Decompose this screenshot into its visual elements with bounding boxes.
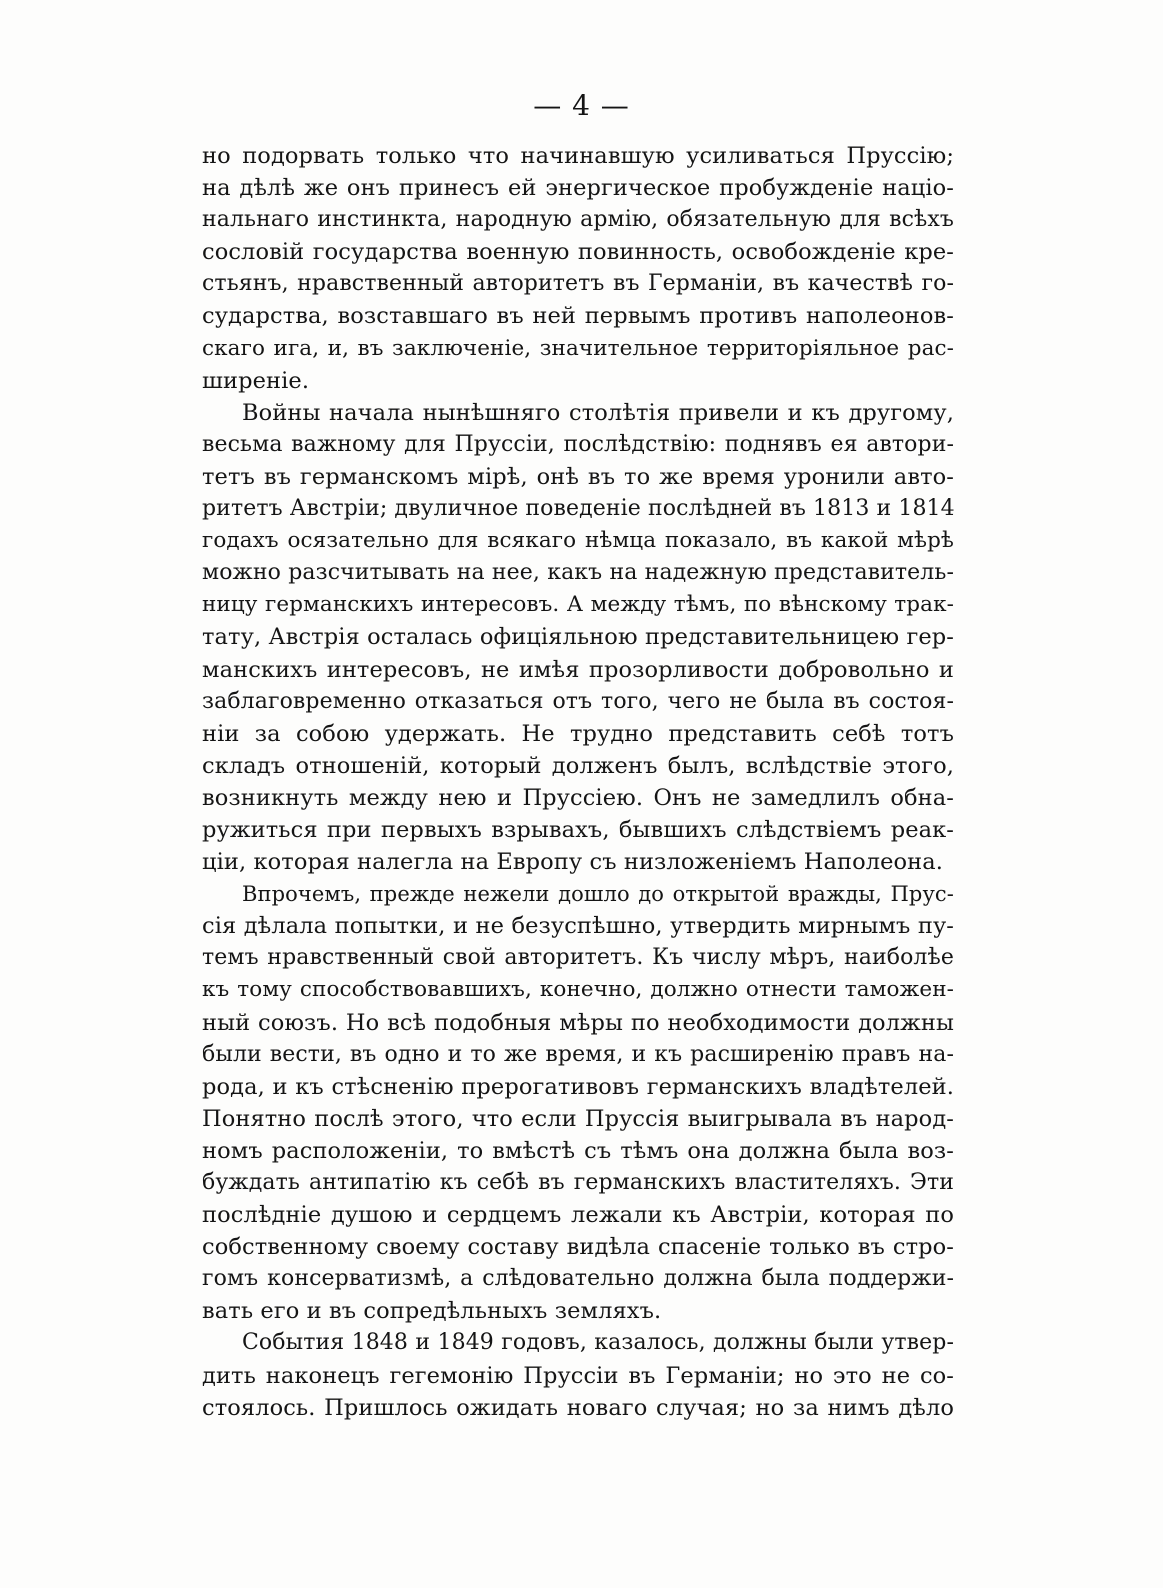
text-line: собственному своему составу видѣла спасеніе только въ стро- <box>202 1234 954 1261</box>
text-line: заблаговременно отказаться отъ того, чего не была въ состоя- <box>202 688 954 714</box>
text-line: весьма важному для Пруссіи, послѣдствію: поднявъ ея автори- <box>202 431 954 457</box>
text-line: были вести, въ одно и то же время, и къ расширенію правъ на- <box>202 1041 954 1067</box>
text-line: буждать антипатію къ себѣ въ германскихъ властителяхъ. Эти <box>202 1170 954 1195</box>
paragraph-first-line: Впрочемъ, прежде нежели дошло до открытой вражды, Прус- <box>242 882 954 907</box>
text-line: послѣдніе душою и сердцемъ лежали къ Австріи, которая по <box>202 1202 954 1229</box>
text-line: скаго ига, и, въ заключеніе, значительное территоріяльное рас- <box>202 335 954 361</box>
text-line: ницу германскихъ интересовъ. А между тѣмъ, по вѣнскому трак- <box>202 592 954 618</box>
page-number: — 4 — <box>533 89 630 122</box>
text-line: сударства, возставшаго въ ней первымъ противъ наполеонов- <box>202 303 954 330</box>
text-line: ширеніе. <box>202 367 310 394</box>
text-line: сія дѣлала попытки, и не безуспѣшно, утвердить мирнымъ пу- <box>202 913 954 940</box>
text-line: тетъ въ германскомъ мірѣ, онѣ въ то же время уронили авто- <box>202 463 954 490</box>
text-line: стьянъ, нравственный авторитетъ въ Германіи, въ качествѣ го- <box>202 271 954 297</box>
text-line: номъ расположеніи, то вмѣстѣ съ тѣмъ она должна была воз- <box>202 1137 954 1164</box>
text-line: на дѣлѣ же онъ принесъ ей энергическое пробужденіе націо- <box>202 175 954 202</box>
paragraph-first-line: События 1848 и 1849 годовъ, казалось, должны были утвер- <box>242 1330 954 1356</box>
text-line: ніи за собою удержать. Не трудно представить себѣ тотъ <box>202 720 954 747</box>
text-line: возникнуть между нею и Пруссіею. Онъ не замедлилъ обна- <box>202 784 954 811</box>
text-line: складъ отношеній, который долженъ былъ, вслѣдствіе этого, <box>202 752 954 779</box>
body-text <box>202 140 954 1424</box>
text-line: сословій государства военную повинность, освобожденіе кре- <box>202 239 954 266</box>
text-line: можно разсчитывать на нее, какъ на надежную представитель- <box>202 560 954 586</box>
text-line: ціи, которая налегла на Европу съ низложеніемъ Наполеона. <box>202 849 944 876</box>
text-line: рода, и къ стѣсненію прерогативовъ германскихъ владѣтелей. <box>202 1073 954 1100</box>
text-line: стоялось. Пришлось ожидать новаго случая; но за нимъ дѣло <box>202 1394 954 1421</box>
text-line: вать его и въ сопредѣльныхъ земляхъ. <box>202 1298 662 1325</box>
text-line: ный союзъ. Но всѣ подобныя мѣры по необходимости должны <box>202 1009 954 1036</box>
text-line: манскихъ интересовъ, не имѣя прозорливости добровольно и <box>202 656 954 683</box>
text-line: Понятно послѣ этого, что если Пруссія выигрывала въ народ- <box>202 1105 954 1132</box>
text-line: ружиться при первыхъ взрывахъ, бывшихъ слѣдствіемъ реак- <box>202 816 954 843</box>
text-line: но подорвать только что начинавшую усиливаться Пруссію; <box>202 143 954 169</box>
text-line: къ тому способствовавшихъ, конечно, должно отнести таможен- <box>202 977 954 1003</box>
paragraph-first-line: Войны начала нынѣшняго столѣтія привели и къ другому, <box>242 399 954 426</box>
text-line: темъ нравственный свой авторитетъ. Къ числу мѣръ, наиболѣе <box>202 945 954 971</box>
text-line: годахъ осязательно для всякаго нѣмца показало, въ какой мѣрѣ <box>202 528 954 554</box>
text-line: гомъ консерватизмѣ, а слѣдовательно должна была поддержи- <box>202 1266 954 1292</box>
text-line: ритетъ Австріи; двуличное поведеніе послѣдней въ 1813 и 1814 <box>202 496 955 522</box>
text-line: нальнаго инстинкта, народную армію, обязательную для всѣхъ <box>202 207 954 233</box>
text-line: тату, Австрія осталась офиціяльною представительницею гер- <box>202 624 954 651</box>
text-line: дить наконецъ гегемонію Пруссіи въ Германіи; но это не со- <box>202 1362 954 1389</box>
